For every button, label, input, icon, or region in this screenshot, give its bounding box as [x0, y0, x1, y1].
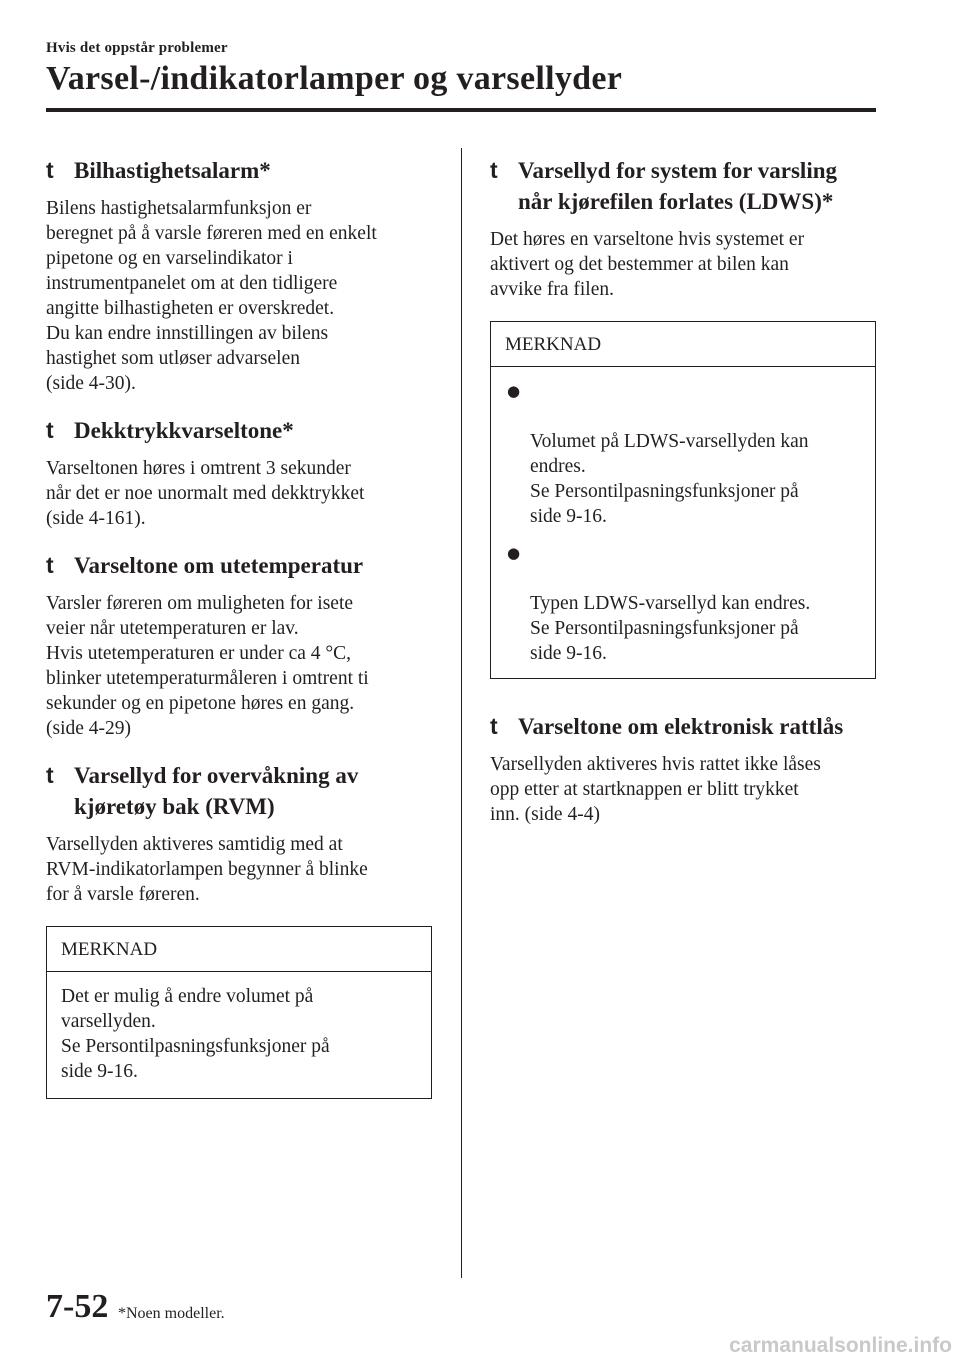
section-steering-lock: [490, 711, 876, 827]
section-heading-text: Varseltone om elektronisk rattlås: [518, 714, 844, 739]
section-heading: [46, 760, 432, 822]
section-outside-temperature: [46, 550, 432, 741]
section-body: Varseltonen høres i omtrent 3 sekunder når det er noe unormalt med dekktrykket (side 4-161).: [46, 458, 365, 529]
note-list-item: [505, 379, 861, 529]
section-bullet-icon: t: [490, 713, 498, 739]
watermark: carmanualsonline.info: [729, 1334, 952, 1357]
left-column: [46, 155, 432, 1131]
bullet-dot-icon: ●: [507, 382, 521, 400]
section-heading: [490, 155, 876, 217]
running-head: Hvis det oppstår problemer: [46, 40, 228, 56]
section-heading-text: Varseltone om utetemperatur: [74, 553, 364, 578]
section-heading: [46, 550, 432, 581]
section-body: Varsler føreren om muligheten for isete veier når utetemperaturen er lav. Hvis utetemperaturen er under ca 4 °C, blinker utetemperaturmåleren i omtrent ti sekunder og en pipetone høres en gang. (side 4-29): [46, 593, 369, 739]
note-list-item-text: Typen LDWS-varsellyd kan endres. Se Persontilpasningsfunksjoner på side 9-16.: [530, 593, 811, 664]
note-list: [491, 367, 875, 678]
section-heading-line1: Varsellyd for system for varsling: [518, 158, 838, 183]
section-rvm: [46, 760, 432, 1099]
section-bullet-icon: t: [46, 157, 54, 183]
footnote: *Noen modeller.: [118, 1305, 225, 1322]
section-heading-line2: kjøretøy bak (RVM): [74, 794, 275, 819]
section-heading-line2: når kjørefilen forlates (LDWS)*: [518, 189, 834, 214]
title-rule: [46, 108, 876, 112]
section-tire-pressure: [46, 415, 432, 531]
bullet-dot-icon: ●: [507, 544, 521, 562]
section-body: Varsellyden aktiveres hvis rattet ikke låses opp etter at startknappen er blitt trykket inn. (side 4-4): [490, 754, 821, 825]
note-body: Det er mulig å endre volumet på varsellyden. Se Persontilpasningsfunksjoner på side 9-16.: [61, 986, 330, 1082]
section-bullet-icon: t: [46, 417, 54, 443]
section-heading-text: Bilhastighetsalarm*: [74, 158, 271, 183]
note-list-item-text: Volumet på LDWS-varsellyden kan endres. Se Persontilpasningsfunksjoner på side 9-16.: [530, 431, 809, 527]
section-heading-line1: Varsellyd for overvåkning av: [74, 763, 359, 788]
section-body: Varsellyden aktiveres samtidig med at RVM-indikatorlampen begynner å blinke for å varsle føreren.: [46, 834, 368, 905]
column-divider: [461, 148, 462, 1278]
section-bullet-icon: t: [46, 552, 54, 578]
section-bullet-icon: t: [46, 762, 54, 788]
note-title: MERKNAD: [491, 322, 875, 367]
section-heading-text: Dekktrykkvarseltone*: [74, 418, 294, 443]
section-ldws: [490, 155, 876, 679]
note-box: [46, 926, 432, 1099]
section-heading: [46, 155, 432, 186]
section-body: Det høres en varseltone hvis systemet er aktivert og det bestemmer at bilen kan avvike fra filen.: [490, 229, 805, 300]
note-list-item: [505, 541, 861, 666]
section-body: Bilens hastighetsalarmfunksjon er beregnet på å varsle føreren med en enkelt pipetone og en varselindikator i instrumentpanelet om at den tidligere angitte bilhastigheten er overskredet. Du kan endre innstillingen av bilens hastighet som utløser advarselen (side 4-30).: [46, 198, 377, 394]
note-box: [490, 321, 876, 679]
page-number: 7-52: [46, 1288, 109, 1325]
page-title: Varsel-/indikatorlamper og varsellyder: [46, 60, 623, 97]
right-column: [490, 155, 876, 846]
note-title: MERKNAD: [47, 927, 431, 972]
section-heading: [490, 711, 876, 742]
section-speed-alarm: [46, 155, 432, 396]
section-bullet-icon: t: [490, 157, 498, 183]
section-heading: [46, 415, 432, 446]
